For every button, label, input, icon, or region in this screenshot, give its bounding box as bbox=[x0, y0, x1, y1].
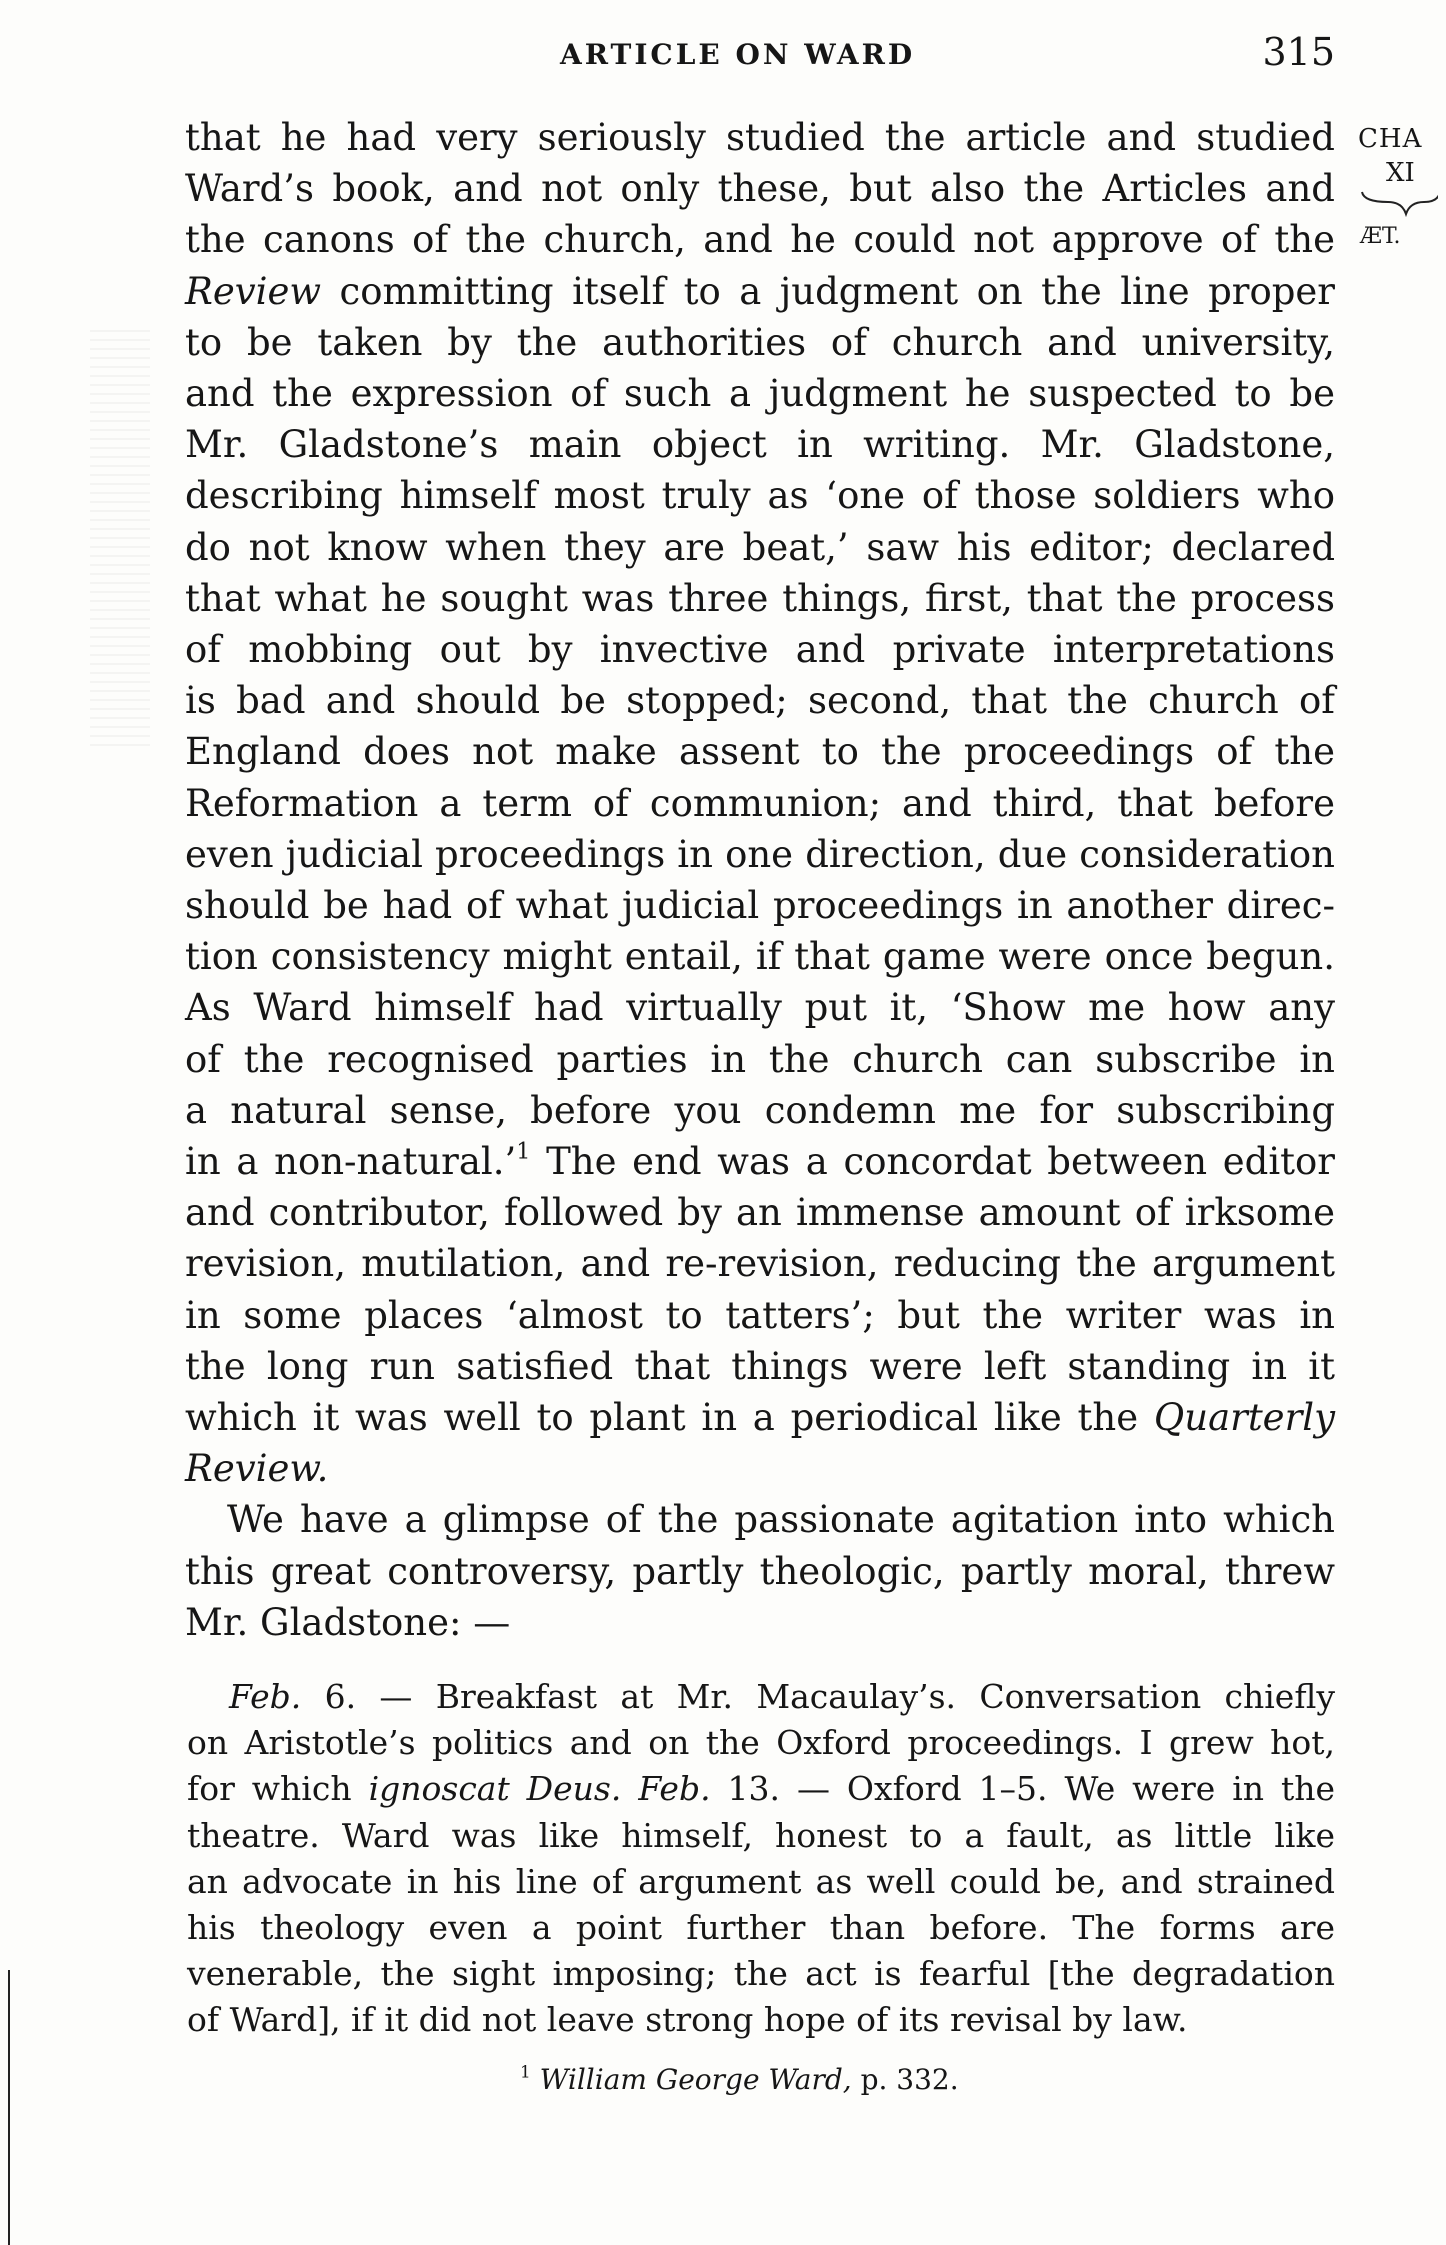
text-line: that what he sought was three things, first, that the process bbox=[185, 576, 1335, 620]
brace-icon bbox=[1358, 190, 1438, 220]
age-label: ÆT. bbox=[1360, 224, 1401, 249]
text-line: a natural sense, before you condemn me for subscribing bbox=[185, 1088, 1335, 1132]
text-line: tion consistency might entail, if that game were once begun. bbox=[185, 935, 1335, 979]
text-line: even judicial proceedings in one direction, due consideration bbox=[185, 832, 1335, 876]
italic-review: Review bbox=[185, 269, 322, 313]
italic-review-end: Review. bbox=[185, 1447, 329, 1491]
chapter-label: CHA bbox=[1358, 126, 1423, 154]
text-line: that he had very seriously studied the article and studied bbox=[185, 116, 1335, 159]
text-line: As Ward himself had virtually put it, ‘Show me how any bbox=[185, 986, 1335, 1030]
text-line: Mr. Gladstone: — bbox=[185, 1600, 511, 1644]
text-line: Reformation a term of communion; and third, that before bbox=[185, 781, 1335, 825]
text-line: to be taken by the authorities of church and university, bbox=[185, 320, 1335, 364]
chapter-number: XI bbox=[1386, 158, 1415, 188]
text-line: Mr. Gladstone’s main object in writing. Mr. Gladstone, bbox=[185, 423, 1335, 467]
text-line: of mobbing out by invective and private interpretations bbox=[185, 628, 1335, 672]
extract-line: for which ignoscat Deus. Feb. 13. — Oxford 1–5. We were in the bbox=[187, 1769, 1336, 1809]
body-text bbox=[185, 112, 1335, 1648]
page-number: 315 bbox=[1262, 30, 1335, 74]
running-title: ARTICLE ON WARD bbox=[560, 38, 916, 71]
margin-note bbox=[1358, 126, 1446, 266]
text-line: should be had of what judicial proceedings in another direc- bbox=[185, 884, 1335, 928]
extract-line: an advocate in his line of argument as well could be, and strained bbox=[187, 1861, 1335, 1901]
text-line: Review committing itself to a judgment on the line proper bbox=[185, 269, 1335, 313]
footnote-marker: 1 bbox=[520, 2061, 531, 2082]
text-line: which it was well to plant in a periodical like the Quarterly bbox=[185, 1396, 1336, 1440]
footnote-ref: 1 bbox=[516, 1138, 531, 1165]
text-line: in some places ‘almost to tatters’; but the writer was in bbox=[185, 1293, 1335, 1337]
text-line: this great controversy, partly theologic, partly moral, threw bbox=[185, 1549, 1335, 1593]
extract-line: venerable, the sight imposing; the act is fearful [the degradation bbox=[187, 1954, 1335, 1994]
page-header bbox=[185, 30, 1335, 80]
diary-extract bbox=[187, 1674, 1335, 2044]
text-line: describing himself most truly as ‘one of those soldiers who bbox=[185, 474, 1335, 518]
extract-line: Feb. 6. — Breakfast at Mr. Macaulay’s. Conversation chiefly bbox=[229, 1677, 1335, 1716]
extract-line: on Aristotle’s politics and on the Oxford proceedings. I grew hot, bbox=[187, 1723, 1335, 1763]
footnote-title: William George Ward, bbox=[539, 2063, 852, 2096]
text-line: of the recognised parties in the church can subscribe in bbox=[185, 1037, 1335, 1081]
text-line: revision, mutilation, and re-revision, reducing the argument bbox=[185, 1242, 1335, 1286]
text-line: the canons of the church, and he could not approve of the bbox=[185, 218, 1335, 262]
text-line: and contributor, followed by an immense amount of irksome bbox=[185, 1191, 1335, 1235]
gutter-line bbox=[8, 1970, 10, 2245]
text-line: We have a glimpse of the passionate agitation into which bbox=[227, 1498, 1335, 1542]
italic-quarterly: Quarterly bbox=[1153, 1396, 1336, 1440]
extract-line: his theology even a point further than before. The forms are bbox=[187, 1908, 1335, 1948]
text-line: and the expression of such a judgment he suspected to be bbox=[185, 372, 1335, 416]
footnote-page: p. 332. bbox=[860, 2063, 959, 2096]
extract-line: theatre. Ward was like himself, honest to a fault, as little like bbox=[187, 1815, 1335, 1855]
footnote bbox=[520, 2063, 959, 2096]
paper-speckle bbox=[90, 330, 150, 750]
text-line: do not know when they are beat,’ saw his editor; declared bbox=[185, 525, 1335, 569]
text-line bbox=[185, 1443, 1335, 1494]
text-line: is bad and should be stopped; second, that the church of bbox=[185, 679, 1335, 723]
text-line: in a non-natural.’$^1$ The end was a concordat between editor bbox=[185, 1138, 1335, 1184]
text-line: the long run satisfied that things were left standing in it bbox=[185, 1344, 1335, 1388]
text-line: England does not make assent to the proceedings of the bbox=[185, 730, 1335, 774]
text-line: Ward’s book, and not only these, but also the Articles and bbox=[185, 167, 1335, 211]
extract-line: of Ward], if it did not leave strong hope of its revisal by law. bbox=[187, 2000, 1188, 2040]
